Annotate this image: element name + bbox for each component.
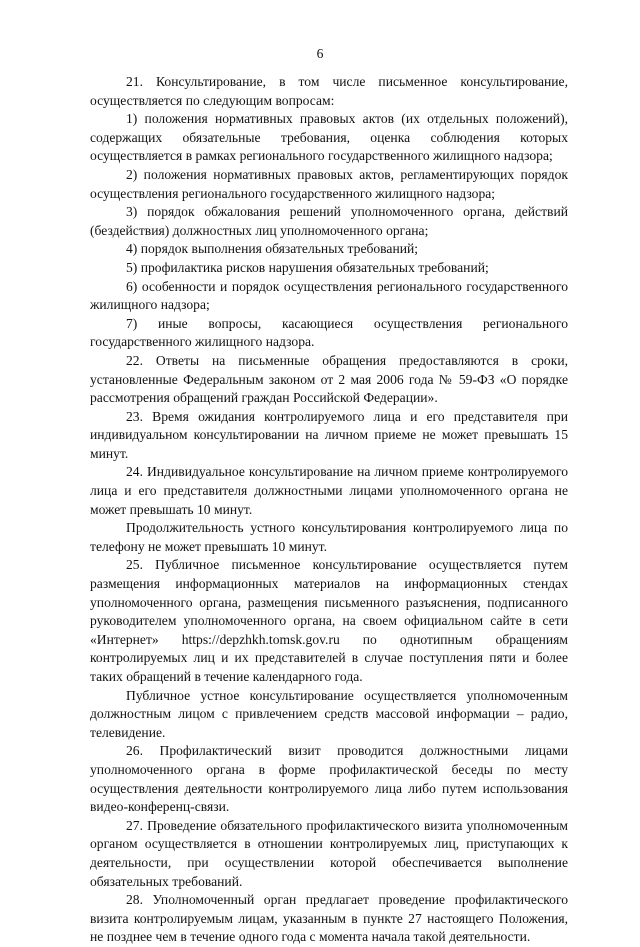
paragraph-24: 24. Индивидуальное консультирование на личном приеме контролируемого лица и его представителя должностными лицами уполномоченного органа не может превышать 10 минут. [90, 464, 568, 517]
document-body [90, 73, 568, 947]
page-number: 6 [316, 46, 324, 61]
paragraph-21-item-7: 7) иные вопросы, касающиеся осуществления регионального государственного жилищного надзора. [90, 315, 568, 350]
paragraph-21-item-1: 1) положения нормативных правовых актов (их отдельных положений), содержащих обязательные требования, оценка соблюдения которых осуществляется в рамках регионального государственного жилищного надзора; [90, 111, 568, 164]
paragraph-28: 28. Уполномоченный орган предлагает проведение профилактического визита контролируемым лицам, указанным в пункте 27 настоящего Положения, не позднее чем в течение одного года с момента начала такой деятельности. [90, 892, 568, 945]
paragraph-24-phone-consulting: Продолжительность устного консультирования контролируемого лица по телефону не может превышать 10 минут. [90, 520, 568, 554]
paragraph-21-item-4: 4) порядок выполнения обязательных требований; [126, 241, 419, 257]
paragraph-27: 27. Проведение обязательного профилактического визита уполномоченным органом осуществляется в отношении контролируемых лиц, приступающих к деятельности, при осуществлении которой обеспечивается выполнение обязательных требований. [90, 817, 568, 889]
paragraph-25: 25. Публичное письменное консультирование осуществляется путем размещения информационных материалов на информационных стендах уполномоченного органа, размещения письменного разъяснения, подписанного руководителем уполномоченного органа, на своем официальном сайте в сети «Интернет» https://depzhkh.tomsk.gov.ru по однотипным обращениям контролируемых лиц и их представителей в случае поступления пяти и более таких обращений в течение календарного года. [90, 557, 568, 684]
paragraph-25-public-oral: Публичное устное консультирование осуществляется уполномоченным должностным лицом с привлечением средств массовой информации – радио, телевидение. [90, 687, 568, 740]
paragraph-23: 23. Время ожидания контролируемого лица и его представителя при индивидуальном консультировании на личном приеме не может превышать 15 минут. [90, 408, 568, 461]
paragraph-26: 26. Профилактический визит проводится должностными лицами уполномоченного органа в форме профилактической беседы по месту осуществления деятельности контролируемого лица либо путем использования видео-конференц-связи. [90, 743, 568, 815]
paragraph-22: 22. Ответы на письменные обращения предоставляются в сроки, установленные Федеральным законом от 2 мая 2006 года № 59-ФЗ «О порядке рассмотрения обращений граждан Российской Федерации». [90, 352, 568, 406]
paragraph-21-item-5: 5) профилактика рисков нарушения обязательных требований; [126, 259, 489, 275]
paragraph-21: 21. Консультирование, в том числе письменное консультирование, осуществляется по следующим вопросам: [90, 74, 568, 108]
paragraph-21-item-3: 3) порядок обжалования решений уполномоченного органа, действий (бездействия) должностных лиц уполномоченного органа; [90, 204, 568, 238]
paragraph-21-item-2: 2) положения нормативных правовых актов, регламентирующих порядок осуществления регионального государственного жилищного надзора; [90, 166, 568, 201]
paragraph-21-item-6: 6) особенности и порядок осуществления регионального государственного жилищного надзора; [90, 278, 568, 313]
